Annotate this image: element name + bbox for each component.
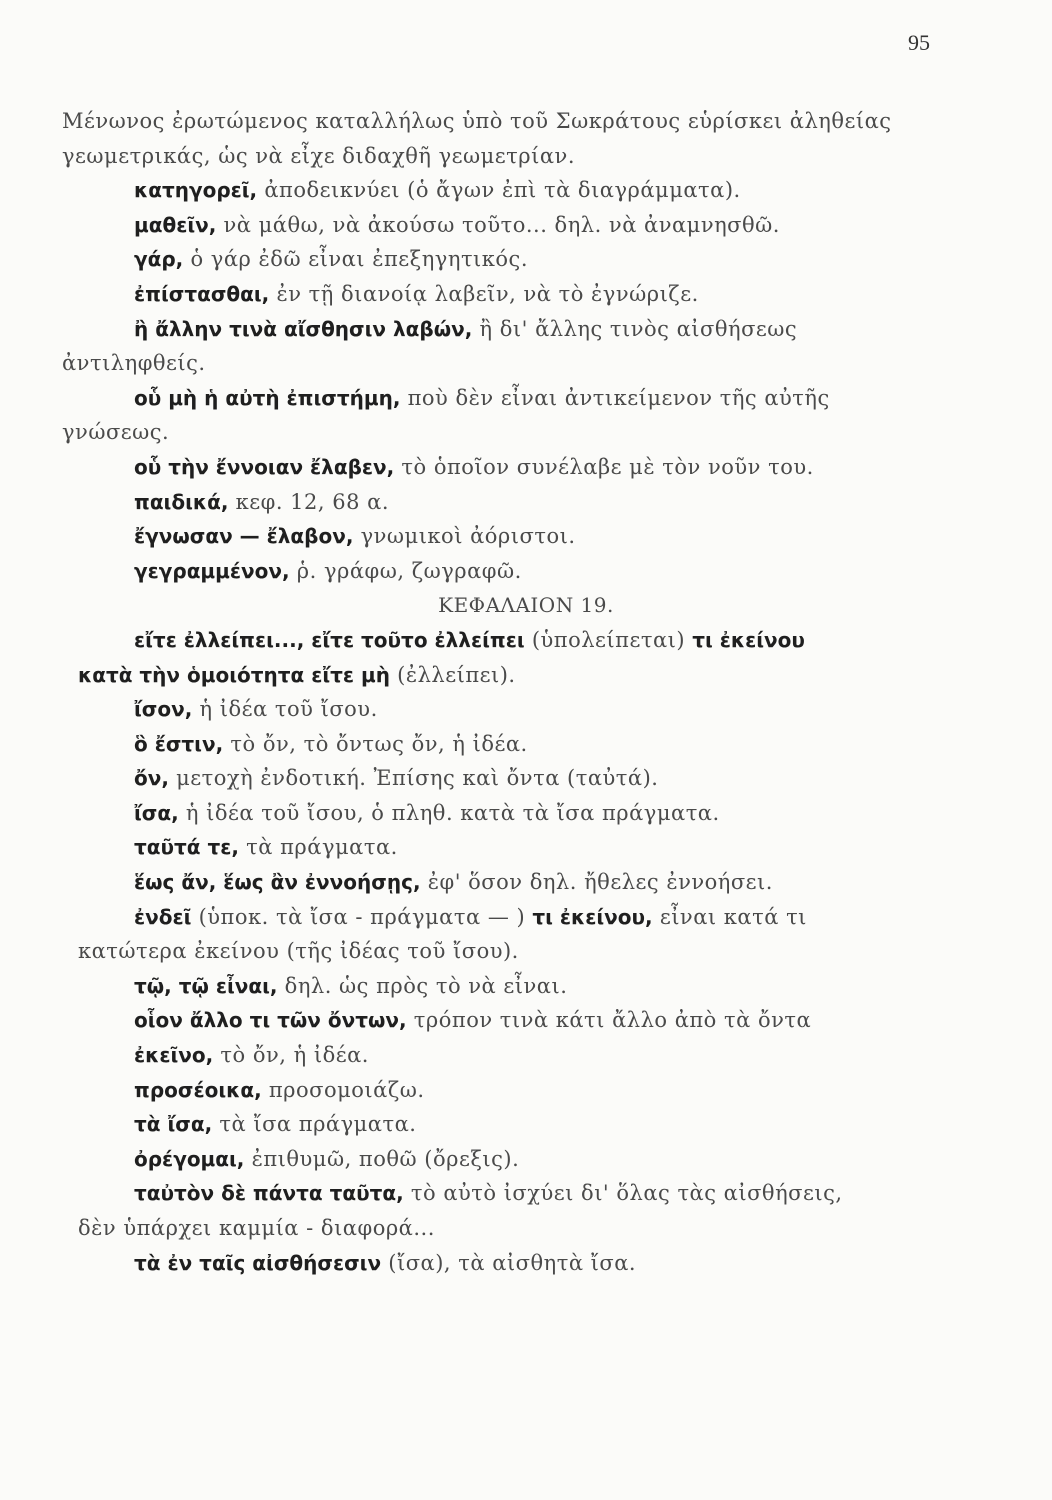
continuation-line (0, 104, 1052, 139)
entry-term: κατὰ τὴν ὁμοιότητα εἴτε μὴ (78, 662, 390, 687)
entry-term: ταὐτὸν δὲ πάντα ταῦτα, (134, 1181, 404, 1206)
entry-gloss: ἀποδεικνύει (ὁ ἄγων ἐπὶ τὰ διαγράμματα). (257, 178, 741, 203)
glossary-entry (0, 173, 1052, 208)
glossary-entry (0, 1107, 1052, 1142)
glossary-entry (0, 623, 1052, 658)
entry-gloss: τρόπον τινὰ κάτι ἄλλο ἀπὸ τὰ ὄντα (406, 1008, 812, 1033)
entry-gloss: (ὑπολείπεται) (524, 627, 693, 652)
glossary-entry (0, 242, 1052, 277)
entry-term: ἴσον, (134, 697, 193, 722)
glossary-entry (0, 658, 1052, 693)
entry-term: τι ἐκείνου, (532, 904, 653, 929)
entry-gloss: ἐπιθυμῶ, ποθῶ (ὄρεξις). (244, 1146, 520, 1171)
continuation-line (0, 139, 1052, 174)
entry-gloss: γνωμικοὶ ἀόριστοι. (353, 524, 576, 549)
glossary-entry (0, 727, 1052, 762)
continuation-line (0, 934, 1052, 969)
entry-gloss: γνώσεως. (62, 420, 170, 445)
entry-gloss: ποὺ δὲν εἶναι ἀντικείμενον τῆς αὐτῆς (400, 385, 830, 410)
entry-gloss: τὸ ὄν, τὸ ὄντως ὄν, ἡ ἰδέα. (223, 731, 528, 756)
glossary-entry (0, 1142, 1052, 1177)
glossary-entry (0, 277, 1052, 312)
glossary-entry (0, 381, 1052, 416)
entry-gloss: εἶναι κατά τι (652, 904, 807, 929)
entry-term: ὃ ἔστιν, (134, 731, 224, 756)
glossary-entry (0, 796, 1052, 831)
entry-term: τὰ ἐν ταῖς αἰσθήσεσιν (134, 1250, 382, 1275)
glossary-entry (0, 312, 1052, 347)
entry-term: παιδικά, (134, 489, 229, 514)
entry-term: ἐνδεῖ (134, 904, 192, 929)
entry-term: τι ἐκείνου (692, 627, 805, 652)
entry-term: οὗ μὴ ἡ αὐτὴ ἐπιστήμη, (134, 385, 401, 410)
entry-term: ἔγνωσαν — ἔλαβον, (134, 524, 354, 549)
glossary-entry (0, 208, 1052, 243)
entry-gloss: ῥ. γράφω, ζωγραφῶ. (289, 558, 522, 583)
glossary-entry (0, 969, 1052, 1004)
chapter-heading (0, 588, 1052, 623)
continuation-line (0, 415, 1052, 450)
entry-gloss: μετοχὴ ἐνδοτική. Ἐπίσης καὶ ὄντα (ταὐτά). (168, 766, 659, 791)
glossary-entry (0, 519, 1052, 554)
glossary-entry (0, 830, 1052, 865)
glossary-entry (0, 761, 1052, 796)
entry-gloss: τὸ αὐτὸ ἰσχύει δι' ὅλας τὰς αἰσθήσεις, (403, 1181, 843, 1206)
entry-term: ἴσα, (134, 800, 179, 825)
entry-gloss: ἡ ἰδέα τοῦ ἴσου. (192, 697, 378, 722)
glossary-entry (0, 865, 1052, 900)
entry-gloss: τὰ ἴσα πράγματα. (212, 1112, 417, 1137)
entry-term: κατηγορεῖ, (134, 178, 258, 203)
entry-gloss: δηλ. ὡς πρὸς τὸ νὰ εἶναι. (277, 973, 568, 998)
continuation-line (0, 346, 1052, 381)
entry-term: ἕως ἄν, ἕως ἂν ἐννοήσῃς, (134, 870, 421, 895)
entry-term: προσέοικα, (134, 1077, 262, 1102)
entry-term: ὀρέγομαι, (134, 1146, 245, 1171)
entry-term: οἷον ἄλλο τι τῶν ὄντων, (134, 1008, 407, 1033)
glossary-entry (0, 900, 1052, 935)
entry-term: τῷ, τῷ εἶναι, (134, 973, 278, 998)
entry-gloss: ὁ γάρ ἐδῶ εἶναι ἐπεξηγητικός. (183, 247, 528, 272)
entry-term: οὗ τὴν ἔννοιαν ἔλαβεν, (134, 454, 395, 479)
entry-gloss: νὰ μάθω, νὰ ἀκούσω τοῦτο... δηλ. νὰ ἀναμνησθῶ. (216, 212, 780, 237)
entry-gloss: (ἐλλείπει). (389, 662, 516, 687)
entry-term: μαθεῖν, (134, 212, 217, 237)
entry-gloss: ἐφ' ὅσον δηλ. ἤθελες ἐννοήσει. (420, 870, 773, 895)
entry-term: εἴτε ἐλλείπει..., εἴτε τοῦτο ἐλλείπει (134, 627, 525, 652)
glossary-entry (0, 1038, 1052, 1073)
entry-gloss: (ὑποκ. τὰ ἴσα - πράγματα — ) (191, 904, 533, 929)
entry-gloss: τὰ πράγματα. (238, 835, 398, 860)
page-number: 95 (908, 30, 930, 55)
entry-gloss: ἀντιληφθείς. (62, 351, 206, 376)
entry-gloss: γεωμετρικάς, ὡς νὰ εἶχε διδαχθῆ γεωμετρίαν. (62, 143, 576, 168)
entry-term: γεγραμμένον, (134, 558, 290, 583)
glossary-entry (0, 1176, 1052, 1211)
glossary-entry (0, 485, 1052, 520)
glossary-entry (0, 554, 1052, 589)
glossary-entry (0, 450, 1052, 485)
entry-gloss: τὸ ὄν, ἡ ἰδέα. (213, 1043, 369, 1068)
entry-gloss: ἡ ἰδέα τοῦ ἴσου, ὁ πληθ. κατὰ τὰ ἴσα πράγματα. (178, 800, 720, 825)
entry-gloss: ἐν τῇ διανοίᾳ λαβεῖν, νὰ τὸ ἐγνώριζε. (269, 281, 699, 306)
entry-term: ἐπίστασθαι, (134, 281, 270, 306)
entry-gloss: τὸ ὁποῖον συνέλαβε μὲ τὸν νοῦν του. (394, 454, 814, 479)
glossary-entry (0, 1003, 1052, 1038)
glossary-entry (0, 1073, 1052, 1108)
entry-term: ἢ ἄλλην τινὰ αἴσθησιν λαβών, (134, 316, 473, 341)
text-body (0, 104, 1052, 1280)
entry-gloss: ἢ δι' ἄλλης τινὸς αἰσθήσεως (472, 316, 798, 341)
glossary-entry (0, 1246, 1052, 1281)
glossary-entry (0, 692, 1052, 727)
entry-gloss: Μένωνος ἐρωτώμενος καταλλήλως ὑπὸ τοῦ Σωκράτους εὑρίσκει ἀληθείας (62, 109, 892, 133)
entry-term: τὰ ἴσα, (134, 1112, 213, 1137)
entry-gloss: κεφ. 12, 68 α. (228, 489, 389, 514)
entry-gloss: δὲν ὑπάρχει καμμία - διαφορά... (78, 1216, 435, 1240)
entry-term: ἐκεῖνο, (134, 1043, 214, 1068)
entry-term: γάρ, (134, 247, 184, 272)
entry-gloss: κατώτερα ἐκείνου (τῆς ἰδέας τοῦ ἴσου). (78, 939, 519, 964)
entry-gloss: (ἴσα), τὰ αἰσθητὰ ἴσα. (381, 1250, 637, 1275)
entry-term: ὄν, (134, 766, 169, 791)
entry-gloss: ΚΕΦΑΛΑΙΟΝ 19. (438, 593, 614, 618)
continuation-line (0, 1211, 1052, 1246)
entry-gloss: προσομοιάζω. (261, 1077, 425, 1102)
entry-term: ταῦτά τε, (134, 835, 239, 860)
